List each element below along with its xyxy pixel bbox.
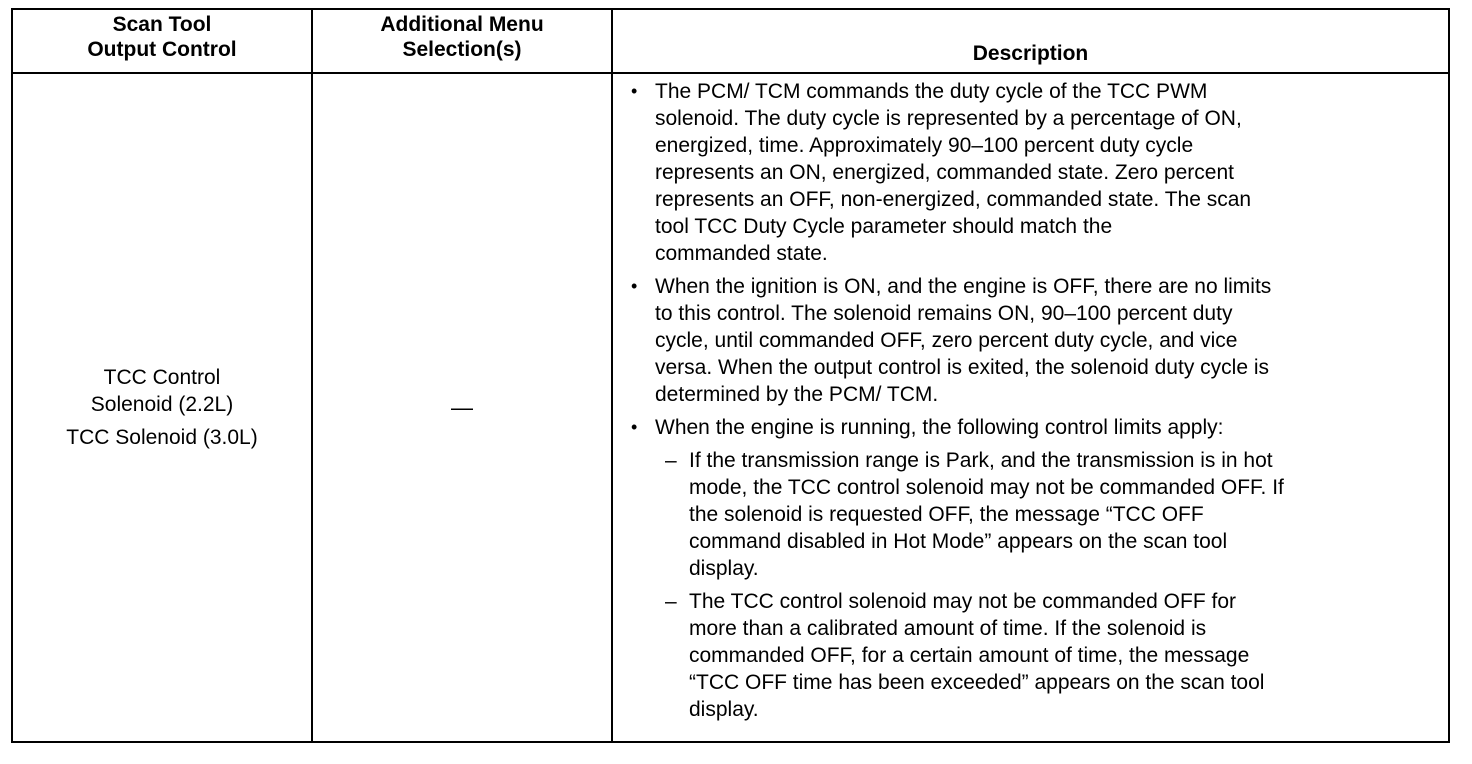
output-control-line: Solenoid (2.2L) [90, 393, 234, 416]
text-line: command disabled in Hot Mode” appears on the scan tool [689, 530, 1228, 553]
text-line: to this control. The solenoid remains ON, 90–100 percent duty [655, 302, 1233, 325]
text-line: represents an OFF, non-energized, commanded state. The scan [655, 188, 1252, 211]
control-limit-item [665, 447, 1444, 582]
text-line: energized, time. Approximately 90–100 percent duty cycle [655, 134, 1194, 157]
text-line: “TCC OFF time has been exceeded” appears on the scan tool [689, 671, 1265, 694]
text-line: cycle, until commanded OFF, zero percent duty cycle, and vice [655, 329, 1238, 352]
text-line: the solenoid is requested OFF, the message “TCC OFF [689, 503, 1204, 526]
output-control-line: TCC Solenoid (3.0L) [66, 426, 258, 449]
text-line: The PCM/ TCM commands the duty cycle of the TCC PWM [655, 80, 1208, 103]
scan-tool-output-table [11, 8, 1450, 743]
text-line: If the transmission range is Park, and the transmission is in hot [689, 449, 1273, 472]
bullet-marker: • [631, 81, 638, 101]
text-line: When the ignition is ON, and the engine is OFF, there are no limits [655, 275, 1272, 298]
text-line: tool TCC Duty Cycle parameter should match the [655, 215, 1113, 238]
dash-marker: – [665, 449, 677, 472]
text-line: The TCC control solenoid may not be commanded OFF for [689, 590, 1237, 613]
control-limits-list [655, 447, 1444, 723]
description-bullets [631, 78, 1444, 723]
text-line: mode, the TCC control solenoid may not be commanded OFF. If [689, 476, 1284, 499]
header-scan-tool-output-control: Scan Tool Output Control [12, 9, 312, 73]
control-limit-item [665, 588, 1444, 723]
header-description: Description [612, 9, 1449, 73]
text-line: represents an ON, energized, commanded state. Zero percent [655, 161, 1234, 184]
description-bullet [631, 78, 1444, 267]
output-control-cell [12, 73, 312, 742]
bullet-marker: • [631, 276, 638, 296]
text-line: When the engine is running, the following control limits apply: [655, 416, 1224, 439]
dash-marker: – [665, 590, 677, 613]
text-line: solenoid. The duty cycle is represented by a percentage of ON, [655, 107, 1242, 130]
header-row [12, 9, 1449, 73]
description-bullet [631, 273, 1444, 408]
bullet-marker: • [631, 417, 638, 437]
text-line: determined by the PCM/ TCM. [655, 383, 939, 406]
text-line: display. [689, 557, 759, 580]
description-cell [612, 73, 1449, 742]
description-bullet [631, 414, 1444, 723]
text-line: commanded state. [655, 242, 828, 265]
text-line: more than a calibrated amount of time. If the solenoid is [689, 617, 1207, 640]
text-line: commanded OFF, for a certain amount of time, the message [689, 644, 1250, 667]
output-control-line: TCC Control [103, 366, 221, 389]
table-row [12, 73, 1449, 742]
text-line: versa. When the output control is exited, the solenoid duty cycle is [655, 356, 1269, 379]
text-line: display. [689, 698, 759, 721]
menu-selection-cell: — [312, 73, 612, 742]
header-additional-menu-selections: Additional Menu Selection(s) [312, 9, 612, 73]
